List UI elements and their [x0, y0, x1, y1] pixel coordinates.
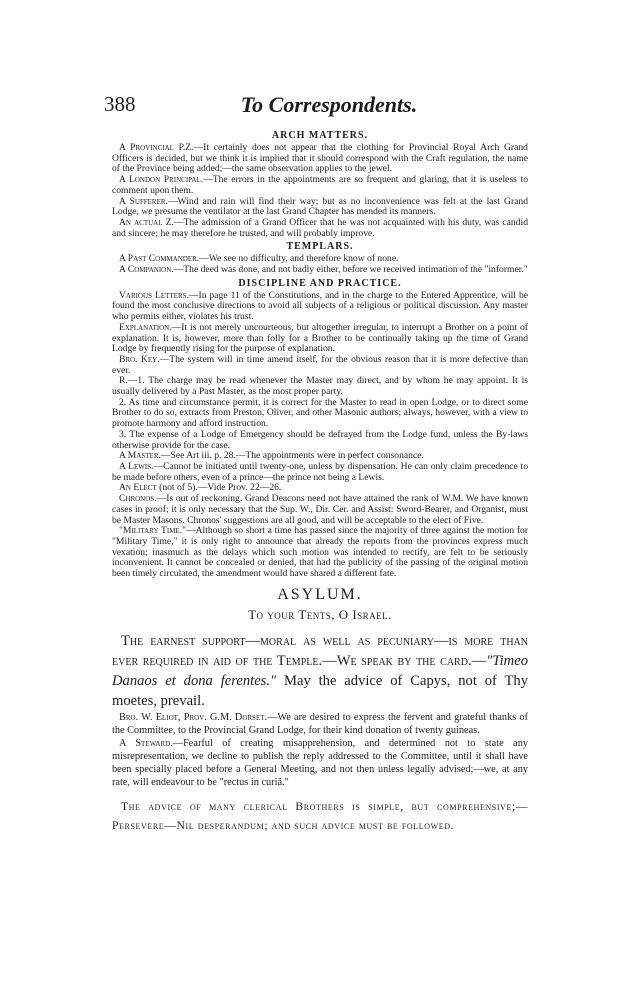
note-paragraph: A Lewis.—Cannot be initiated until twenty-one, unless by dispensation. He can only claim precedence to be made before others, even of a prince—the prince not being a Lewis.	[112, 460, 528, 483]
note-paragraph: 2. As time and circumstance permit, it is correct for the Master to read in open Lodge, or to direct some Brother to do so, extracts from Preston, Oliver, and other Masonic authors; always, however, with a view to promote harmony and afford instruction.	[112, 396, 528, 430]
asylum-subheading: To your Tents, O Israel.	[248, 606, 392, 622]
note-paragraph: R.—1. The charge may be read whenever the Master may direct, and by whom he may appoint. It is usually delivered by a Past Master, as the most proper party.	[112, 375, 528, 398]
section-heading: ARCH MATTERS.	[271, 130, 369, 141]
running-title: To Correspondents.	[240, 92, 418, 117]
asylum-heading: ASYLUM.	[277, 585, 363, 603]
note-paragraph: Bro. Key.—The system will in time amend itself, for the obvious reason that it is more defective than ever.	[112, 353, 529, 376]
section-heading: DISCIPLINE AND PRACTICE.	[238, 277, 402, 289]
note-paragraph: A Companion.—The deed was done, and not badly either, before we received intimation of the "informer."	[119, 264, 528, 276]
note-paragraph: An actual Z.—The admission of a Grand Officer that he was not acquainted with his duty, was candid and sincere; he may therefore be trusted, and will probably improve.	[112, 216, 528, 239]
note-paragraph: "Military Time."—Although so short a time has passed since the majority of three against the motion for "Military Time," it is only right to announce that already the reports from the provinces express much vexation; inasmuch as the delays which such motion was intended to rectify, are felt to be seriously inconvenient. It cannot be concealed or denied, that had the publicity of the passing of the original motion been timely circulated, the amendment would have shared a different fate.	[112, 525, 529, 580]
note-paragraph: A Master.—See Art iii. p. 28.—The appointments were in perfect consonance.	[119, 450, 424, 462]
note-paragraph: A Provincial P.Z.—It certainly does not appear that the clothing for Provincial Royal Arch Grand Officers is decided, but we think it is implied that it should correspond with the Craft regulation, the name of the Province being added;—the same observation applies to the jewel.	[112, 142, 528, 175]
text-column	[112, 128, 528, 835]
note-paragraph: A Sufferer.—Wind and rain will find their way; but as no inconvenience was felt at the last Grand Lodge, we presume the ventilator at the last Grand Chapter has mended its manners.	[112, 195, 529, 218]
asylum-lead-paragraph: The earnest support—moral as well as pecuniary—is more than ever required in aid of the Temple.—We speak by the card.—"Timeo Danaos et dona ferentes." May the advice of Capys, not of Thy moetes, prevail.	[112, 632, 528, 709]
note-paragraph: An Elect (not of 5).—Vide Prov. 22—26.	[119, 482, 282, 494]
section-arch-matters	[112, 130, 528, 239]
note-paragraph: Chronos.—Is out of reckoning. Grand Deacons need not have attained the rank of W.M. We have known cases in proof; it is only necessary that the Sup. W., Dir. Cer. and Assist: Sword-Bearer, and Organist, must be Master Masons. Chronos' suggestions are all good, and will be acceptable to the elect of Five.	[112, 493, 528, 526]
note-paragraph: Various Letters.—In page 11 of the Constitutions, and in the charge to the Entered Apprentice, will be found the most conclusive directions to avoid all subjects of a religious or political discussion. Any master who permits either, violates his trust.	[112, 289, 529, 323]
section-heading: TEMPLARS.	[286, 241, 354, 253]
note-paragraph: 3. The expense of a Lodge of Emergency should be defrayed from the Lodge fund, unless the By-laws otherwise provide for the case.	[112, 428, 528, 451]
note-paragraph: Explanation.—It is not merely uncourteous, but altogether irregular, to interrupt a Brother on a point of explanation. It is, however, more than folly for a Brother to be continually taking up the time of Grand Lodge by frequently rising for the purpose of explanation.	[112, 321, 528, 355]
note-paragraph: A Past Commander.—We see no difficulty, and therefore know of none.	[119, 253, 399, 265]
section-discipline-practice	[112, 278, 528, 580]
section-asylum	[112, 586, 528, 835]
section-templars	[112, 241, 528, 275]
correspondence-notes	[112, 130, 528, 580]
note-paragraph: A Steward.—Fearful of creating misapprehension, and determined not to state any misrepresentation, we decline to publish the reply addressed to the Committee, until it shall have been specially placed before a General Meeting, and not then unless legally advised;—we, at any rate, will endeavour to be "rectus in curiâ."	[112, 737, 528, 788]
note-paragraph: Bro. W. Eliot, Prov. G.M. Dorset.—We are desired to express the fervent and grateful thanks of the Committee, to the Provincial Grand Lodge, for their kind donation of twenty guineas.	[112, 711, 528, 736]
page-header	[0, 92, 634, 118]
note-paragraph: A London Principal.—The errors in the appointments are so frequent and glaring, that it is useless to comment upon them.	[112, 174, 528, 196]
page-number: 388	[104, 92, 136, 116]
closing-advice: The advice of many clerical Brothers is simple, but comprehensive;—Persevere—Nil desperandum; and such advice must be followed.	[112, 799, 528, 832]
